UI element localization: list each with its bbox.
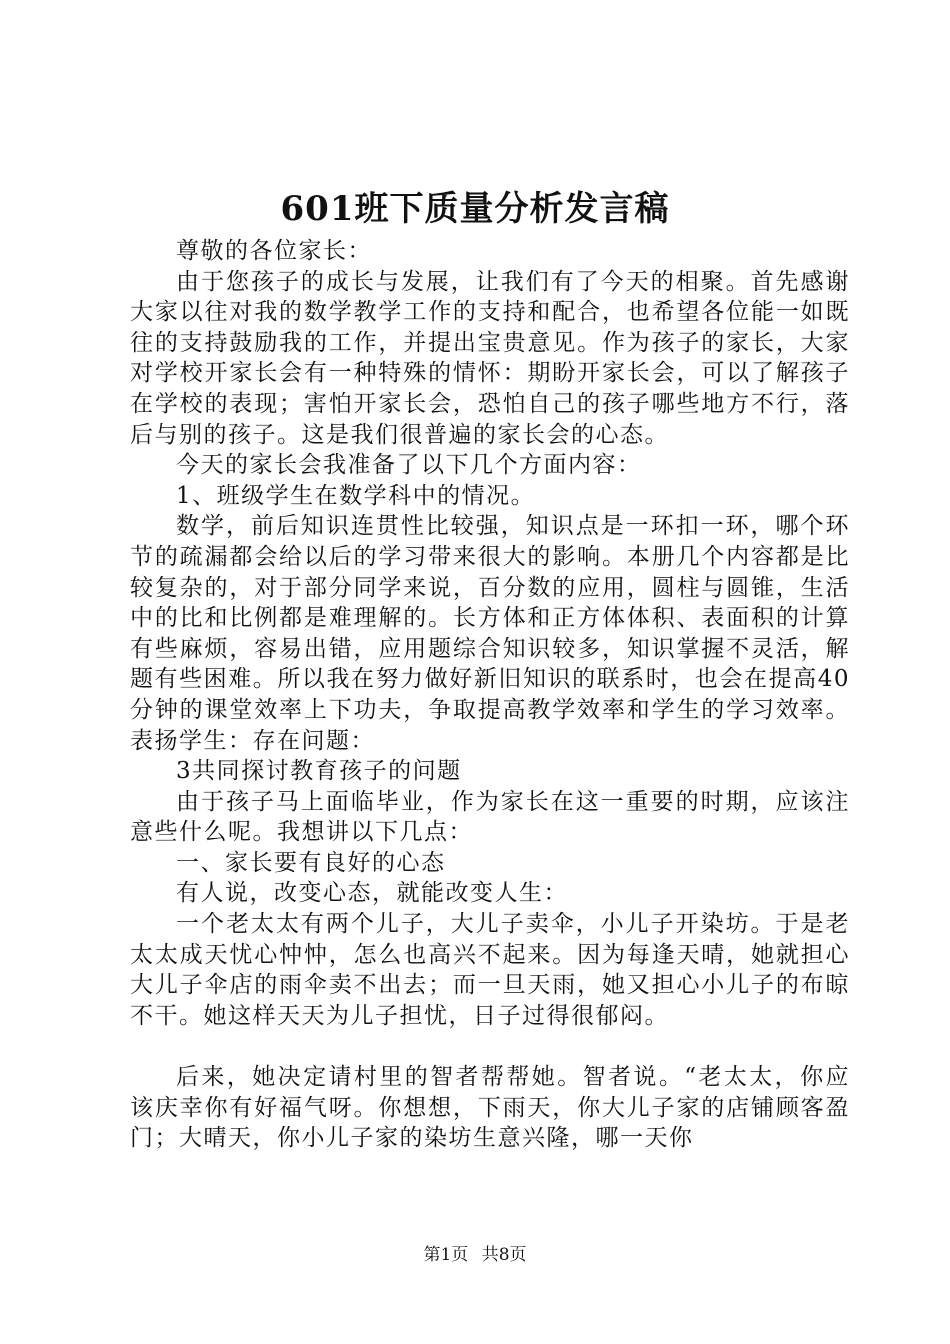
paragraph-item-3: 3共同探讨教育孩子的问题 [176,758,462,785]
paragraph-graduation: 由于孩子马上面临毕业，作为家长在这一重要的时期，应该注意些什么呢。我想讲以下几点： [130,788,850,846]
document-body [130,236,850,1154]
page-total: 共8页 [481,1245,527,1265]
page-footer [0,1243,950,1267]
paragraph-item-1: 1、班级学生在数学科中的情况。 [176,482,536,509]
paragraph-salutation: 尊敬的各位家长： [176,238,372,264]
paragraph-intro: 由于您孩子的成长与发展，让我们有了今天的相聚。首先感谢大家以往对我的数学教学工作的支持和配合，也希望各位能一如既往的支持鼓励我的工作，并提出宝贵意见。作为孩子的家长，大家对学校开家长会有一种特殊的情怀：期盼开家长会，可以了解孩子在学校的表现；害怕开家长会，恐怕自己的孩子哪些地方不行，落后与别的孩子。这是我们很普遍的家长会的心态。 [130,268,850,448]
paragraph-saying: 有人说，改变心态，就能改变人生： [176,880,568,907]
paragraph-math-situation: 数学，前后知识连贯性比较强，知识点是一环扣一环，哪个环节的疏漏都会给以后的学习带来很大的影响。本册几个内容都是比较复杂的，对于部分同学来说，百分数的应用，圆柱与圆锥，生活中的比和比例都是难理解的。长方体和正方体体积、表面积的计算有些麻烦，容易出错，应用题综合知识较多，知识掌握不灵活，解题有些困难。所以我在努力做好新旧知识的联系时，也会在提高40分钟的课堂效率上下功夫，争取提高教学效率和学生的学习效率。表扬学生：存在问题： [130,513,850,754]
page-number: 第1页 [423,1245,469,1265]
paragraph-story-continued: 后来，她决定请村里的智者帮帮她。智者说。“老太太，你应该庆幸你有好福气呀。你想想，下雨天，你大儿子家的店铺顾客盈门；大晴天，你小儿子家的染坊生意兴隆，哪一天你 [130,1064,850,1152]
document-title: 601班下质量分析发言稿 [280,189,670,229]
paragraph-story: 一个老太太有两个儿子，大儿子卖伞，小儿子开染坊。于是老太太成天忧心忡忡，怎么也高兴不起来。因为每逢天晴，她就担心大儿子伞店的雨伞卖不出去；而一旦天雨，她又担心小儿子的布晾不干。她这样天天为儿子担忧，日子过得很郁闷。 [130,911,850,1029]
paragraph-agenda: 今天的家长会我准备了以下几个方面内容： [176,452,642,479]
paragraph-heading-mindset: 一、家长要有良好的心态 [176,849,446,876]
